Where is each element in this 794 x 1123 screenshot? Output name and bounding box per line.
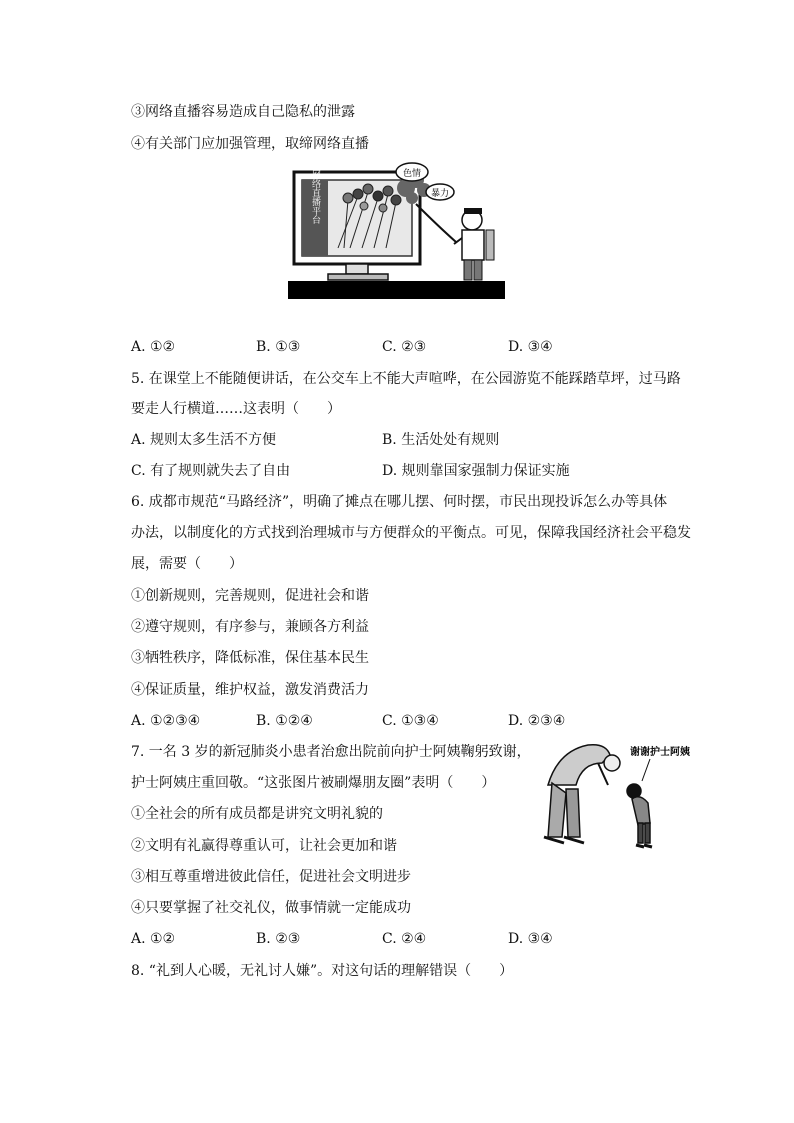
q5-options-row-2 [131, 462, 691, 480]
q7-stem-line-2: 护士阿姨庄重回敬。“这张图片被刷爆朋友圈”表明（ ） [131, 775, 496, 791]
image-caption-bar [288, 281, 505, 299]
q5-option-c[interactable]: C. 有了规则就失去了自由 [131, 463, 291, 479]
monitor-stand [328, 274, 388, 280]
q6-stem-line-1: 6. 成都市规范“马路经济”，明确了摊点在哪儿摆、何时摆，市民出现投诉怎么办等具体 [131, 494, 668, 510]
q4-option-d[interactable]: D. ③④ [508, 339, 553, 355]
q4-statement-4: ④有关部门应加强管理，取缔网络直播 [131, 136, 369, 152]
child-figure [627, 784, 652, 847]
nurse-figure [544, 745, 620, 843]
q7-option-b[interactable]: B. ②③ [256, 931, 301, 947]
q7-statement-2: ②文明有礼赢得尊重认可，让社会更加和谐 [131, 838, 397, 854]
q5-options-row-1 [131, 431, 691, 449]
q7-cartoon-bow [538, 733, 694, 853]
q5-option-d[interactable]: D. 规则靠国家强制力保证实施 [382, 463, 570, 479]
q7-statement-3: ③相互尊重增进彼此信任，促进社会文明进步 [131, 869, 411, 885]
q7-options [131, 930, 691, 948]
q6-stem-line-3: 展，需要（ ） [131, 556, 243, 572]
q4-option-b[interactable]: B. ①③ [256, 339, 301, 355]
q4-option-c[interactable]: C. ②③ [382, 339, 427, 355]
q7-statement-1: ①全社会的所有成员都是讲究文明礼貌的 [131, 806, 383, 822]
screen-label: 某些网络直播平台 [310, 158, 320, 224]
q6-options [131, 712, 691, 730]
bubble-violence-label: 暴力 [430, 189, 450, 199]
q6-stem-line-2: 办法，以制度化的方式找到治理城市与方便群众的平衡点。可见，保障我国经济社会平稳发 [131, 525, 691, 541]
q6-statement-4: ④保证质量，维护权益，激发消费活力 [131, 682, 369, 698]
q7-statement-4: ④只要掌握了社交礼仪，做事情就一定能成功 [131, 900, 411, 916]
q4-options [131, 338, 691, 356]
q6-option-d[interactable]: D. ②③④ [508, 713, 566, 729]
q6-option-c[interactable]: C. ①③④ [382, 713, 439, 729]
q6-statement-3: ③牺牲秩序，降低标准，保住基本民生 [131, 650, 369, 666]
q6-option-b[interactable]: B. ①②④ [256, 713, 313, 729]
q8-stem-line-1: 8. “礼到人心暖，无礼讨人嫌”。对这句话的理解错误（ ） [131, 963, 514, 979]
spray-tank [486, 230, 494, 260]
q7-option-c[interactable]: C. ②④ [382, 931, 427, 947]
q7-stem-line-1: 7. 一名 3 岁的新冠肺炎小患者治愈出院前向护士阿姨鞠躬致谢， [131, 744, 531, 760]
q4-cartoon-livestream [288, 158, 505, 299]
q4-statement-3: ③网络直播容易造成自己隐私的泄露 [131, 104, 355, 120]
q6-option-a[interactable]: A. ①②③④ [131, 713, 201, 729]
livestream-cartoon-illustration [288, 158, 505, 299]
q5-option-b[interactable]: B. 生活处处有规则 [382, 432, 500, 448]
bowing-cartoon-illustration [538, 733, 694, 853]
q5-stem-line-1: 5. 在课堂上不能随便讲话，在公交车上不能大声喧哗，在公园游览不能踩踏草坪，过马路 [131, 371, 681, 387]
q7-figure-caption: 谢谢护士阿姨 [630, 747, 690, 758]
q4-option-a[interactable]: A. ①② [131, 339, 176, 355]
q6-statement-1: ①创新规则，完善规则，促进社会和谐 [131, 588, 369, 604]
inspector-figure [454, 208, 494, 280]
q5-option-a[interactable]: A. 规则太多生活不方便 [131, 432, 277, 448]
q7-option-d[interactable]: D. ③④ [508, 931, 553, 947]
bubble-pornography-label: 色情 [402, 169, 422, 179]
q5-stem-line-2: 要走人行横道……这表明（ ） [131, 401, 341, 417]
q6-statement-2: ②遵守规则，有序参与，兼顾各方利益 [131, 619, 369, 635]
q7-option-a[interactable]: A. ①② [131, 931, 176, 947]
